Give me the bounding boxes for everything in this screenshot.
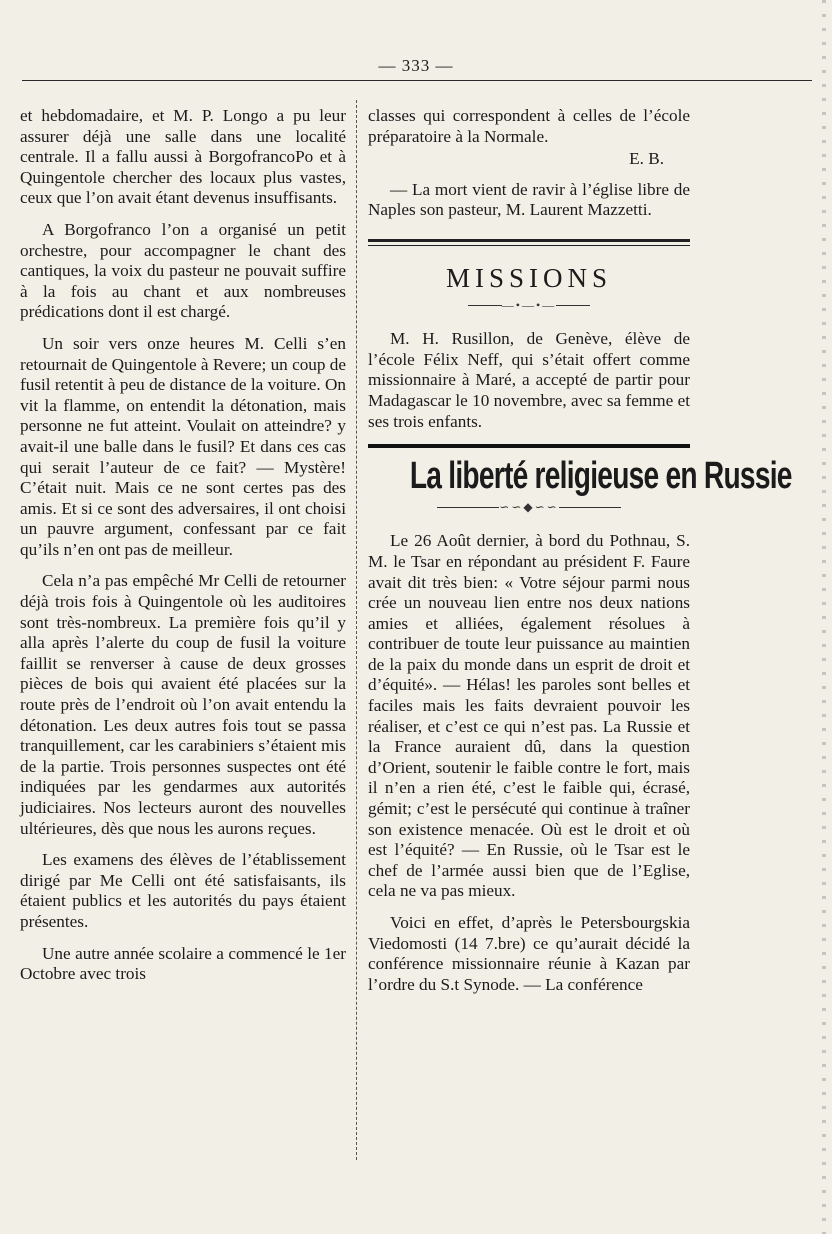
paragraph-exams: Les examens des élèves de l’établissement dirigé par Me Celli ont été satisfaisants, ils étaient publics et les autorités du pays étaient présentes. <box>20 850 346 931</box>
paragraph-classes-continuation: classes qui correspondent à celles de l’école préparatoire à la Normale. <box>368 106 690 146</box>
signature: E. B. <box>629 149 664 169</box>
header-rule <box>22 80 812 81</box>
column-divider <box>356 100 357 1160</box>
article-ornament: ∽∽◆∽∽ <box>368 497 690 518</box>
paragraph-orchestra: A Borgofranco l’on a organisé un petit orchestre, pour accompagner le chant des cantiques, la voix du pasteur ne pouvait suffire à la fois au chant et aux nombreuses prédications dont il est chargé. <box>20 219 346 322</box>
paragraph-kazan-conference: Voici en effet, d’après le Petersbourgskia Viedomosti (14 7.bre) ce qu’aurait décidé la conférence missionnaire réunie à Kazan par l’ordre du S.t Synode. — La conférence <box>368 913 690 994</box>
paragraph-return-visits: Cela n’a pas empêché Mr Celli de retourner déjà trois fois à Quingentole où les auditoires sont très-nombreux. La première fois qu’il y alla après l’alerte du coup de fusil la voiture faillit se renverser à cause de deux grosses pièces de bois qui avaient été placées sur la route près de l’endroit où l’on avait entendu la détonation. Les deux autres fois tout se passa tranquillement, car les carabiniers s’étaient mis de la partie. Trois personnes suspectes ont été indiquées par les gendarmes aux autorités judiciaires. Nos lecteurs auront des nouvelles ultérieures, dès que nous les aurons reçues. <box>20 571 346 838</box>
paragraph-local-chapels: et hebdomadaire, et M. P. Longo a pu leur assurer déjà une salle dans une localité centrale. Il a fallu aussi à BorgofrancoPo et à Quingentole chercher des locaux plus vastes, ceux que l’on avait étant devenus insuffisants. <box>20 106 346 208</box>
paragraph-gunshot: Un soir vers onze heures M. Celli s’en retournait de Quingentole à Revere; un coup de fusil retentit à peu de distance de la voiture. On vit la flamme, on entendit la détonation, mais personne ne fut atteint. Voulait on atteindre? y avait-il une balle dans le fusil? Et dans ces cas qui serait l’auteur de ce fait? — Mystère! C’était nuit. Mais ce ne sont certes pas des amis. Et si ce sont des adversaires, il ont choisi un pauvre argument, confessant par ce fait qu’ils n’en ont pas de meilleur. <box>20 333 346 559</box>
section-separator <box>368 239 690 246</box>
missions-heading: MISSIONS <box>445 262 613 293</box>
article-separator <box>368 444 690 448</box>
left-column <box>20 106 346 996</box>
right-column <box>368 106 792 1006</box>
page-number: — 333 — <box>378 56 454 75</box>
paragraph-missions: M. H. Rusillon, de Genève, élève de l’école Félix Neff, qui s’était offert comme missionnaire à Maré, a accepté de partir pour Madagascar le 10 novembre, avec sa femme et ses trois enfants. <box>368 329 690 431</box>
page-edge-marks <box>822 0 826 1234</box>
paragraph-tsar-speech: Le 26 Août dernier, à bord du Pothnau, S. M. le Tsar en répondant au président F. Faure avait dit très bien: « Votre séjour parmi nous crée un nouveau lien entre nos deux nations amies et alliées, également résolues à contribuer de toute leur puissance au maintien de la paix du monde dans un esprit de droit et d’équité». — Hélas! les paroles sont belles et faciles mais les faits devraient pouvoir les réaliser, et c’est ce qui n’est pas. La Russie et la France auraient dû, dans la question d’Orient, soutenir le faible contre le fort, mais il n’en a rien été, c’est le faible qui, écrasé, gémit; c’est le persécuté qui continue à traîner son existence menacée. Où est le droit et où est l’équité? — En Russie, où le Tsar est le chef de l’armée aussi bien que de l’Eglise, cela ne va pas mieux. <box>368 531 690 901</box>
article-title: La liberté religieuse en Russie <box>409 455 792 498</box>
paragraph-school-year: Une autre année scolaire a commencé le 1er Octobre avec trois <box>20 943 346 984</box>
paragraph-death-notice: — La mort vient de ravir à l’église libre de Naples son pasteur, M. Laurent Mazzetti. <box>368 179 690 220</box>
missions-ornament: —•—•— <box>368 295 690 316</box>
